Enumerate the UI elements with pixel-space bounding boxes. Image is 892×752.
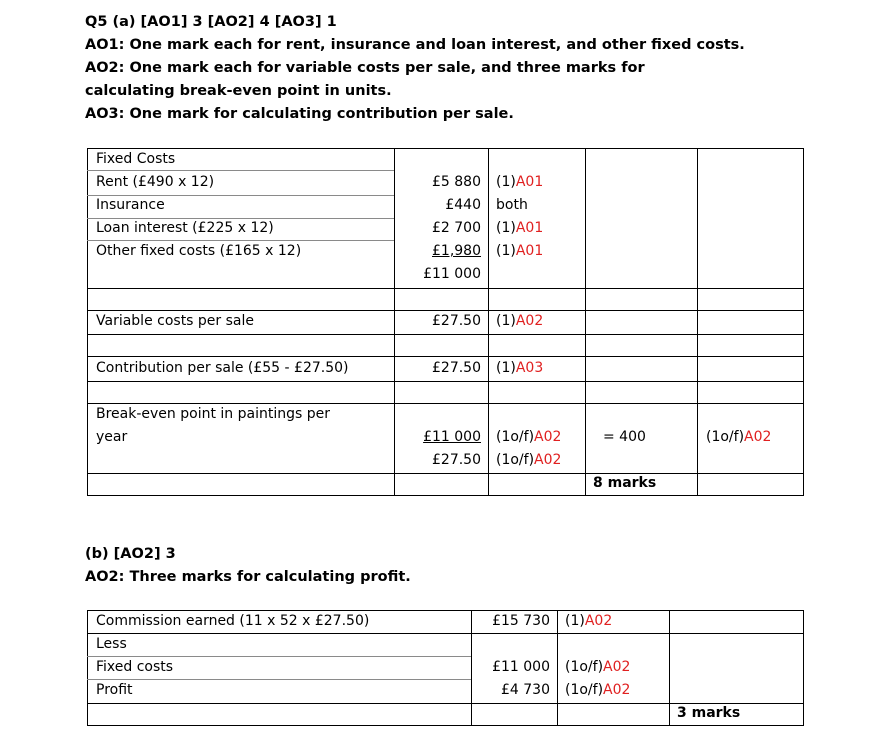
profit-mark-code: A02 bbox=[603, 682, 631, 698]
loan-interest-mark-code: A01 bbox=[515, 220, 544, 236]
variable-costs-mark-code: A02 bbox=[515, 313, 544, 329]
fixed-costs-b-label: Fixed costs bbox=[96, 659, 174, 675]
criteria-ao1: AO1: One mark each for rent, insurance and loan interest, and other fixed costs. bbox=[85, 37, 745, 53]
insurance-amount: £440 bbox=[445, 197, 481, 213]
variable-costs-mark-value: (1) bbox=[496, 313, 516, 329]
loan-interest-amount: £2 700 bbox=[432, 220, 481, 236]
commission-mark bbox=[565, 613, 612, 629]
table-a-row-divider bbox=[87, 170, 394, 171]
total-marks-a: 8 marks bbox=[593, 475, 657, 491]
breakeven-mark1-value: (1o/f) bbox=[496, 429, 535, 445]
contribution-mark bbox=[496, 360, 543, 376]
breakeven-mark2-code: A02 bbox=[534, 452, 562, 468]
rent-label: Rent (£490 x 12) bbox=[96, 174, 215, 190]
table-a-border bbox=[87, 288, 804, 289]
breakeven-result: = 400 bbox=[603, 429, 646, 445]
breakeven-numerator: £11 000 bbox=[423, 429, 481, 445]
variable-costs-amount: £27.50 bbox=[432, 313, 481, 329]
table-b-border bbox=[87, 725, 804, 726]
fixed-costs-b-amount: £11 000 bbox=[492, 659, 550, 675]
part-b-heading: (b) [AO2] 3 bbox=[85, 546, 176, 562]
breakeven-result-mark-value: (1o/f) bbox=[706, 429, 745, 445]
table-a-row-divider bbox=[87, 240, 394, 241]
profit-amount: £4 730 bbox=[501, 682, 550, 698]
profit-mark bbox=[565, 682, 630, 698]
rent-mark bbox=[496, 174, 543, 190]
profit-mark-value: (1o/f) bbox=[565, 682, 604, 698]
less-label: Less bbox=[96, 636, 127, 652]
part-b-criteria: AO2: Three marks for calculating profit. bbox=[85, 569, 411, 585]
breakeven-label-line1: Break-even point in paintings per bbox=[96, 406, 330, 422]
breakeven-mark1 bbox=[496, 429, 561, 445]
breakeven-result-mark-code: A02 bbox=[744, 429, 772, 445]
fixed-costs-b-mark bbox=[565, 659, 630, 675]
table-b-border bbox=[87, 703, 804, 704]
loan-interest-mark-value: (1) bbox=[496, 220, 516, 236]
table-a-border bbox=[87, 381, 804, 382]
loan-interest-mark bbox=[496, 220, 543, 236]
other-fixed-label: Other fixed costs (£165 x 12) bbox=[96, 243, 302, 259]
commission-amount: £15 730 bbox=[492, 613, 550, 629]
table-a-row-divider bbox=[87, 218, 394, 219]
fixed-costs-total: £11 000 bbox=[423, 266, 481, 282]
insurance-label: Insurance bbox=[96, 197, 165, 213]
other-fixed-mark-value: (1) bbox=[496, 243, 516, 259]
insurance-mark: both bbox=[496, 197, 528, 213]
table-a-border bbox=[803, 148, 804, 496]
table-b-border bbox=[669, 610, 670, 726]
commission-mark-code: A02 bbox=[584, 613, 613, 629]
rent-mark-value: (1) bbox=[496, 174, 516, 190]
criteria-ao2-line1: AO2: One mark each for variable costs per sale, and three marks for bbox=[85, 60, 645, 76]
table-a-border bbox=[87, 356, 804, 357]
breakeven-mark2 bbox=[496, 452, 561, 468]
contribution-amount: £27.50 bbox=[432, 360, 481, 376]
table-a-border bbox=[87, 403, 804, 404]
table-a-border bbox=[585, 148, 586, 496]
table-b-row-divider bbox=[87, 679, 471, 680]
total-marks-b: 3 marks bbox=[677, 705, 741, 721]
other-fixed-mark-code: A01 bbox=[515, 243, 544, 259]
rent-amount: £5 880 bbox=[432, 174, 481, 190]
table-a-border bbox=[87, 334, 804, 335]
commission-label: Commission earned (11 x 52 x £27.50) bbox=[96, 613, 370, 629]
contribution-mark-value: (1) bbox=[496, 360, 516, 376]
table-b-border bbox=[87, 610, 88, 726]
contribution-label: Contribution per sale (£55 - £27.50) bbox=[96, 360, 349, 376]
fixed-costs-b-mark-value: (1o/f) bbox=[565, 659, 604, 675]
loan-interest-label: Loan interest (£225 x 12) bbox=[96, 220, 274, 236]
other-fixed-amount: £1,980 bbox=[432, 243, 481, 259]
table-a-border bbox=[87, 495, 804, 496]
table-a-border bbox=[87, 310, 804, 311]
fixed-costs-b-mark-code: A02 bbox=[603, 659, 631, 675]
table-a-border bbox=[87, 148, 88, 496]
table-b-border bbox=[803, 610, 804, 726]
table-a-border bbox=[87, 473, 804, 474]
table-a-border bbox=[488, 148, 489, 496]
breakeven-label-line2: year bbox=[96, 429, 128, 445]
other-fixed-mark bbox=[496, 243, 543, 259]
fixed-costs-label: Fixed Costs bbox=[96, 151, 176, 167]
table-b-border bbox=[87, 633, 804, 634]
variable-costs-label: Variable costs per sale bbox=[96, 313, 255, 329]
contribution-mark-code: A03 bbox=[515, 360, 544, 376]
commission-mark-value: (1) bbox=[565, 613, 585, 629]
table-b-border bbox=[557, 610, 558, 726]
criteria-ao3: AO3: One mark for calculating contribution per sale. bbox=[85, 106, 514, 122]
breakeven-mark1-code: A02 bbox=[534, 429, 562, 445]
breakeven-mark2-value: (1o/f) bbox=[496, 452, 535, 468]
rent-mark-code: A01 bbox=[515, 174, 544, 190]
table-a-border bbox=[87, 148, 804, 149]
breakeven-denominator: £27.50 bbox=[432, 452, 481, 468]
variable-costs-mark bbox=[496, 313, 543, 329]
table-a-border bbox=[697, 148, 698, 496]
question-heading: Q5 (a) [AO1] 3 [AO2] 4 [AO3] 1 bbox=[85, 14, 337, 30]
table-b-border bbox=[87, 610, 804, 611]
table-a-row-divider bbox=[87, 195, 394, 196]
breakeven-result-mark bbox=[706, 429, 771, 445]
criteria-ao2-line2: calculating break-even point in units. bbox=[85, 83, 392, 99]
profit-label: Profit bbox=[96, 682, 133, 698]
table-b-row-divider bbox=[87, 656, 471, 657]
